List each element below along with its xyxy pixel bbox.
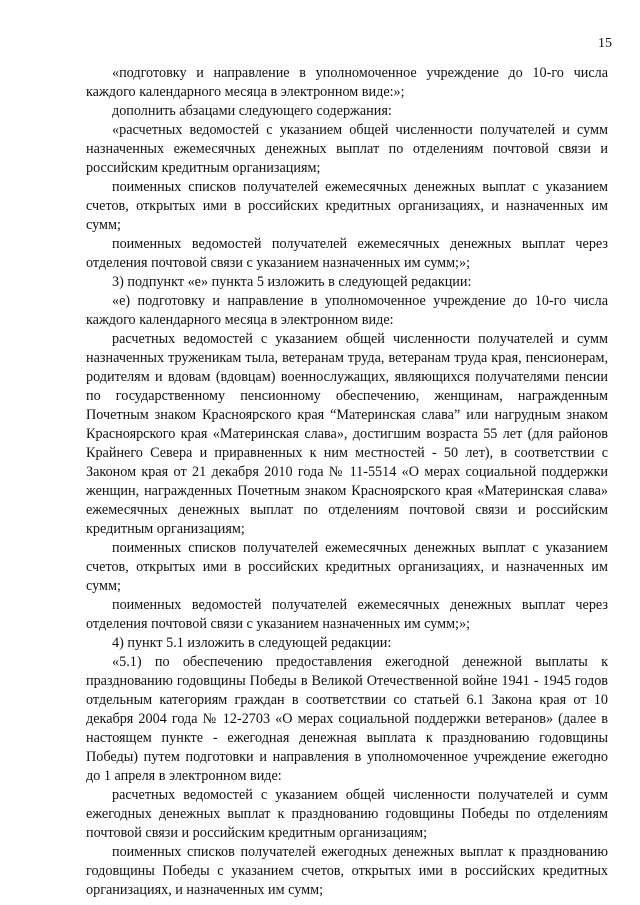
paragraph-14: поименных списков получателей ежегодных денежных выплат к празднованию годовщины Победы с указанием счетов, открытых ими в российских кредитных организациях, и назначенных им сумм; — [86, 844, 608, 898]
paragraph-8: расчетных ведомостей с указанием общей численности получателей и сумм назначенных труженикам тыла, ветеранам труда, ветеранам труда края, пенсионерам, родителям и вдовам (вдовцам) военнослужащих, являющихся получателями пенсии по государственному пенсионному обеспечению, женщинам, награжденным Почетным знаком Красноярского края “Материнская слава” или нагрудным знаком Красноярского края «Материнская слава», достигшим возраста 55 лет (для районов Крайнего Севера и приравненных к ним местностей - 50 лет), в соответствии с Законом края от 21 декабря 2010 года № 11-5514 «О мерах социальной поддержки женщин, награжденных Почетным знаком Красноярского края «Материнская слава» ежемесячных денежных выплат по отделениям почтовой связи и российским кредитным организациям; — [86, 331, 608, 537]
paragraph-9: поименных списков получателей ежемесячных денежных выплат с указанием счетов, открытых ими в российских кредитных организациях, и назначенных им сумм; — [86, 540, 608, 594]
paragraph-11: 4) пункт 5.1 изложить в следующей редакции: — [112, 635, 392, 651]
paragraph-12: «5.1) по обеспечению предоставления ежегодной денежной выплаты к празднованию годовщины Победы в Великой Отечественной войне 1941 - 1945 годов отдельным категориям граждан в соответствии со статьей 6.1 Закона края от 10 декабря 2004 года № 12-2703 «О мерах социальной поддержки ветеранов» (далее в настоящем пункте - ежегодная денежная выплата к празднованию годовщины Победы) путем подготовки и направления в уполномоченное учреждение ежегодно до 1 апреля в электронном виде: — [86, 654, 608, 784]
paragraph-6: 3) подпункт «е» пункта 5 изложить в следующей редакции: — [112, 274, 472, 290]
paragraph-10: поименных ведомостей получателей ежемесячных денежных выплат через отделения почтовой связи с указанием назначенных им сумм;»; — [86, 597, 608, 632]
page-number: 15 — [598, 36, 612, 51]
document-body — [86, 64, 608, 900]
paragraph-2: дополнить абзацами следующего содержания: — [112, 103, 392, 119]
paragraph-13: расчетных ведомостей с указанием общей численности получателей и сумм ежегодных денежных выплат к празднованию годовщины Победы по отделениям почтовой связи и российским кредитным организациям; — [86, 787, 608, 841]
paragraph-1: «подготовку и направление в уполномоченное учреждение до 10-го числа каждого календарного месяца в электронном виде:»; — [86, 65, 608, 100]
paragraph-4: поименных списков получателей ежемесячных денежных выплат с указанием счетов, открытых ими в российских кредитных организациях, и назначенных им сумм; — [86, 179, 608, 233]
paragraph-5: поименных ведомостей получателей ежемесячных денежных выплат через отделения почтовой связи с указанием назначенных им сумм;»; — [86, 236, 608, 271]
paragraph-7: «е) подготовку и направление в уполномоченное учреждение до 10-го числа каждого календарного месяца в электронном виде: — [86, 293, 608, 328]
paragraph-3: «расчетных ведомостей с указанием общей численности получателей и сумм назначенных ежемесячных денежных выплат по отделениям почтовой связи и российским кредитным организациям; — [86, 122, 608, 176]
